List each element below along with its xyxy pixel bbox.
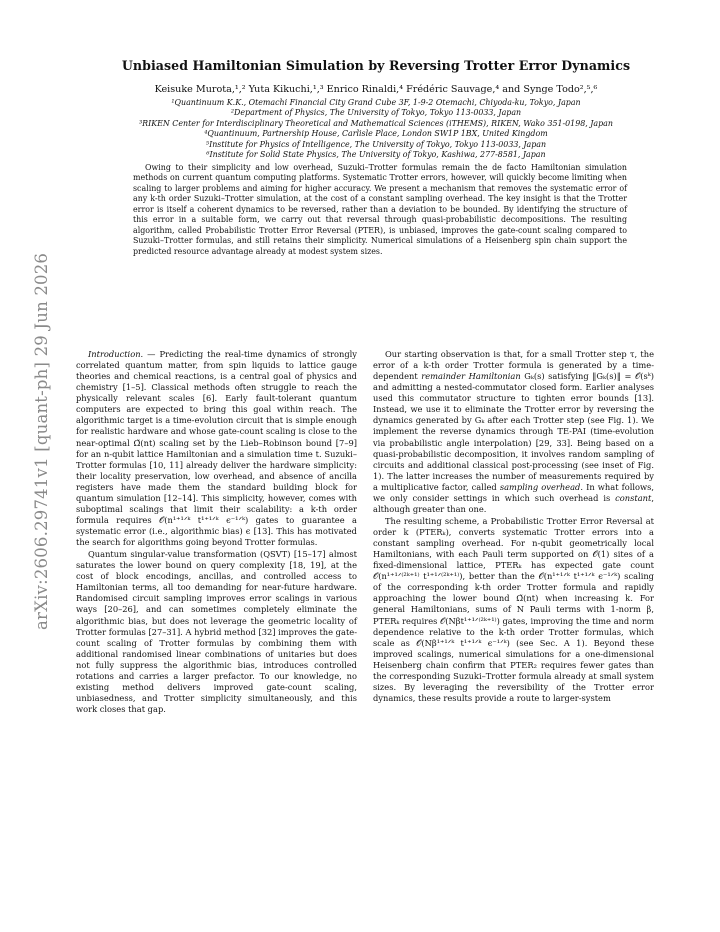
abstract: Owing to their simplicity and low overhead, Suzuki–Trotter formulas remain the de facto Hamiltonian simulation methods on current quantum computing platforms. Systematic Trotter errors, however, will quickly become limiting when scaling to larger problems and aiming for higher accuracy. We present a mechanism that removes the systematic error of any k-th order Suzuki–Trotter simulation, at the cost of a constant sampling overhead. The key insight is that the Trotter error is itself a coherent dynamics to be reversed, rather than a deviation to be bounded. By identifying the structure of this error in a suitable form, we carry out that reversal through quasi-probabilistic decompositions. The resulting algorithm, called Probabilistic Trotter Error Reversal (PTER), is unbiased, improves the gate-count scaling compared to Suzuki–Trotter formulas, and still retains their simplicity. Numerical simulations of a Heisenberg spin chain support the predicted resource advantage already at modest system sizes. [133,163,627,256]
section-heading-introduction: Introduction. [88,349,144,359]
affiliation: ²Department of Physics, The University of Tokyo, Tokyo 113-0033, Japan [230,108,522,118]
affiliation: ⁶Institute for Solid State Physics, The University of Tokyo, Kashiwa, 277-8581, Japan [206,150,546,160]
paper-header [76,58,676,160]
affiliation-list [76,98,676,160]
arxiv-stamp-text: arXiv:2606.29741v1 [quant-ph] 29 Jun 2026 [32,252,51,630]
body-paragraph [373,349,654,515]
body-column-left [76,349,357,715]
paragraph-text: Gₖ(s) satisfying ‖Gₖ(s)‖ = 𝒪(sᵏ) and admitting a nested-commutator closed form. Earlier analyses used this commutator structure to tighten error bounds [13]. Instead, we use it to eliminate the Trotter error by reversing the dynamics generated by Gₖ after each Trotter step (see Fig. 1). We implement the reverse dynamics through TE-PAI (time-evolution via probabilistic angle interpolation) [29, 33]. Being based on a quasi-probabilistic decomposition, it involves random sampling of circuits and additional classical post-processing (see inset of Fig. 1). The latter increases the number of measurements required by a multiplicative factor, called [373,371,654,492]
emphasis-text: remainder Hamiltonian [421,371,521,382]
body-paragraph: The resulting scheme, a Probabilistic Trotter Error Reversal at order k (PTERₖ), converts systematic Trotter errors into a constant sampling overhead. For n-qubit geometrically local Hamiltonians, with each Pauli term supported on 𝒪(1) sites of a fixed-dimensional lattice, PTERₖ has expected gate count 𝒪(n¹⁺¹ᐟ⁽²ᵏ⁺¹⁾ t¹⁺¹ᐟ⁽²ᵏ⁺¹⁾), better than the 𝒪(n¹⁺¹ᐟᵏ t¹⁺¹ᐟᵏ ϵ⁻¹ᐟᵏ) scaling of the corresponding k-th order Trotter formula and rapidly approaching the lower bound Ω̃(nt) when increasing k. For general Hamiltonians, sums of N Pauli terms with 1-norm β, PTERₖ requires 𝒪(Nβt¹⁺¹ᐟ⁽²ᵏ⁺¹⁾) gates, improving the time and norm dependence relative to the k-th order Trotter formulas, which scale as 𝒪(Nβ¹⁺¹ᐟᵏ t¹⁺¹ᐟᵏ ϵ⁻¹ᐟᵏ) (see Sec. A 1). Beyond these improved scalings, numerical simulations for a one-dimensional Heisenberg chain confirm that PTER₂ requires fewer gates than the corresponding Suzuki–Trotter formula already at small system sizes. By leveraging the reversibility of the Trotter error dynamics, these results provide a route to larger-system [373,515,654,703]
affiliation: ⁴Quantinuum, Partnership House, Carlisle Place, London SW1P 1BX, United Kingdom [204,129,548,139]
emphasis-text: constant [615,492,652,503]
paragraph-text: . In what follows, we only consider settings in which such overhead is [373,481,654,503]
affiliation: ¹Quantinuum K.K., Otemachi Financial City Grand Cube 3F, 1-9-2 Otemachi, Chiyoda-ku, Tokyo, Japan [171,98,581,107]
paragraph-text: — Predicting the real-time dynamics of strongly correlated quantum matter, from spin liquids to lattice gauge theories and chemical reactions, is a central goal of physics and chemistry [1–5]. Classical methods often struggle to reach the physically relevant scales [6]. Early fault-tolerant quantum computers are expected to bring this goal within reach. The algorithmic target is a time-evolution circuit that is simple enough for realistic hardware and whose gate-count scaling is close to the near-optimal Ω̃(nt) scaling set by the Lieb–Robinson bound [7–9] for an n-qubit lattice Hamiltonian and a simulation time t. Suzuki–Trotter formulas [10, 11] already deliver the hardware simplicity: their locality preservation, low overhead, and absence of ancilla registers have made them the standard building block for quantum simulation [12–14]. This simplicity, however, comes with suboptimal scalings that limit their scalability: a k-th order formula requires 𝒪(n¹⁺¹ᐟᵏ t¹⁺¹ᐟᵏ ϵ⁻¹ᐟᵏ) gates to guarantee a systematic error (i.e., algorithmic bias) ϵ [13]. This has motivated the search for algorithms going beyond Trotter formulas. [76,349,357,548]
paragraph-text: , although greater than one. [373,492,654,514]
author-list: Keisuke Murota,¹,² Yuta Kikuchi,¹,³ Enrico Rinaldi,⁴ Frédéric Sauvage,⁴ and Synge Todo²,⁵,⁶ [154,84,598,95]
affiliation: ³RIKEN Center for Interdisciplinary Theoretical and Mathematical Sciences (iTHEMS), RIKEN, Wako 351-0198, Japan [139,118,613,128]
body-paragraph: Quantum singular-value transformation (QSVT) [15–17] almost saturates the lower bound on query complexity [18, 19], at the cost of block encodings, ancillas, and controlled access to Hamiltonian terms, all too demanding for near-future hardware. Randomised circuit sampling improves error scalings in various ways [20–26], and can sometimes completely eliminate the algorithmic bias, but does not leverage the geometric locality of Trotter formulas [27–31]. A hybrid method [32] improves the gate-count scaling of Trotter formulas by combining them with additional randomised linear combinations of unitaries but does not fully suppress the algorithmic bias, introduces controlled rotations and carries a larger prefactor. To our knowledge, no existing method delivers improved gate-count scaling, unbiasedness, and Trotter simplicity simultaneously, and this work closes that gap. [76,549,357,714]
emphasis-text: sampling overhead [499,481,581,492]
paper-title: Unbiased Hamiltonian Simulation by Reversing Trotter Error Dynamics [121,58,631,73]
intro-paragraph [76,349,357,548]
affiliation: ⁵Institute for Physics of Intelligence, The University of Tokyo, Tokyo 113-0033, Japan [205,139,547,149]
body-column-right [373,349,654,704]
arxiv-side-stamp [32,130,54,630]
paragraph-text: Our starting observation is that, for a small Trotter step τ, the error of a k-th order Trotter formula is generated by a time-dependent [373,349,654,382]
